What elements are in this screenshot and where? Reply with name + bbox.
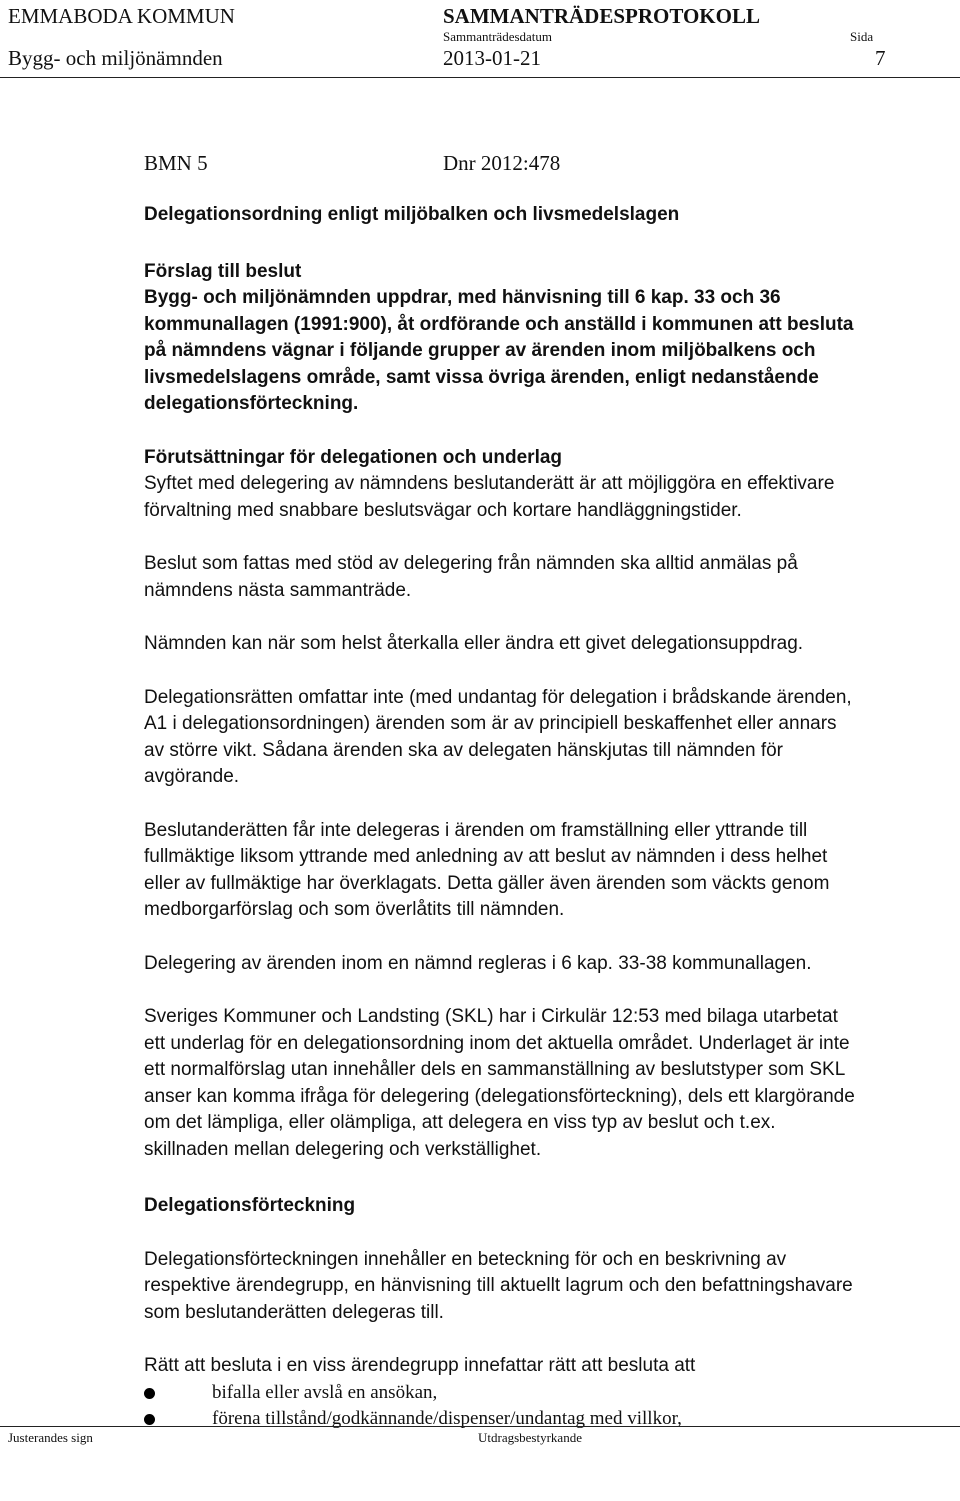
paragraph-line: om det lämpliga, eller olämpliga, att delegera en viss typ av beslut och t.ex.: [144, 1112, 776, 1133]
paragraph-line: av större vikt. Sådana ärenden ska av delegaten hänskjutas till nämnden för: [144, 739, 783, 761]
paragraph-line: Nämnden kan när som helst återkalla eller ändra ett givet delegationsuppdrag.: [144, 633, 804, 654]
case-number: BMN 5: [144, 151, 208, 175]
paragraph-line: eller av fullmäktige har överklagats. Detta gäller även ärenden som väckts genom: [144, 872, 830, 894]
document-type: SAMMANTRÄDESPROTOKOLL: [443, 4, 760, 28]
paragraph-line: anser kan komma ifråga för delegering (delegationsförteckning), dels ett klargörande: [144, 1085, 855, 1107]
paragraph-line: Delegationsrätten omfattar inte (med undantag för delegation i brådskande ärenden,: [144, 686, 852, 708]
page-number: 7: [875, 46, 886, 70]
document-body: [144, 148, 934, 1433]
paragraph-line: medborgarförslag och som överlåtits till nämnden.: [144, 899, 565, 920]
proposal-line: på nämndens vägnar i följande grupper av ärenden inom miljöbalkens och: [144, 340, 816, 361]
paragraph-line: Syftet med delegering av nämndens beslutanderätt är att möjliggöra en effektivare: [144, 473, 835, 494]
proposal-line: kommunallagen (1991:900), åt ordförande och anställd i kommunen att besluta: [144, 313, 854, 335]
proposal-heading: Förslag till beslut: [144, 260, 302, 282]
list-item: [144, 1380, 934, 1407]
paragraph-line: nämndens nästa sammanträde.: [144, 579, 412, 601]
paragraph-line: skillnaden mellan delegering och verkställighet.: [144, 1138, 542, 1160]
paragraph-line: A1 i delegationsordningen) ärenden som är av principiell beskaffenhet eller annars: [144, 713, 837, 734]
conditions-paragraph: [144, 471, 934, 524]
list-item-text: bifalla eller avslå en ansökan,: [212, 1381, 438, 1403]
header-rule: [0, 77, 960, 78]
bullet-icon: [144, 1414, 155, 1425]
paragraph-line: respektive ärendegrupp, en hänvisning till aktuellt lagrum och den befattningshavare: [144, 1275, 853, 1296]
proposal-line: delegationsförteckning.: [144, 393, 359, 414]
paragraph-line: Delegering av ärenden inom en nämnd regleras i 6 kap. 33-38 kommunallagen.: [144, 952, 812, 974]
meeting-date: 2013-01-21: [443, 46, 541, 70]
case-dnr: Dnr 2012:478: [443, 151, 561, 175]
scope-paragraph: [144, 685, 934, 791]
reporting-paragraph: [144, 551, 934, 604]
paragraph-line: ett underlag för en delegationsordning inom det aktuella området. Underlaget är inte: [144, 1032, 850, 1054]
skl-paragraph: [144, 1004, 934, 1163]
proposal-line: Bygg- och miljönämnden uppdrar, med hänvisning till 6 kap. 33 och 36: [144, 287, 781, 308]
restriction-paragraph: [144, 818, 934, 924]
conditions-heading: Förutsättningar för delegationen och underlag: [144, 446, 563, 468]
list-item-text: förena tillstånd/godkännande/dispenser/undantag med villkor,: [212, 1408, 682, 1429]
footer-rule: [0, 1426, 960, 1427]
paragraph-line: avgörande.: [144, 766, 240, 787]
case-title: Delegationsordning enligt miljöbalken och livsmedelslagen: [144, 204, 680, 225]
rights-list: [144, 1380, 934, 1433]
list-item: [144, 1406, 934, 1433]
paragraph-line: förvaltning med snabbare beslutsvägar och kortare handläggningstider.: [144, 499, 742, 521]
committee-name: Bygg- och miljönämnden: [8, 46, 223, 70]
case-row: [144, 148, 934, 178]
page-label: Sida: [850, 29, 874, 44]
paragraph-line: Delegationsförteckningen innehåller en beteckning för och en beskrivning av: [144, 1248, 787, 1270]
bullet-icon: [144, 1388, 155, 1399]
paragraph-line: Sveriges Kommuner och Landsting (SKL) har i Cirkulär 12:53 med bilaga utarbetat: [144, 1006, 838, 1027]
footer-sign-label: Justerandes sign: [8, 1430, 93, 1445]
rights-intro: Rätt att besluta i en viss ärendegrupp innefattar rätt att besluta att: [144, 1355, 696, 1376]
paragraph-line: Beslut som fattas med stöd av delegering från nämnden ska alltid anmälas på: [144, 553, 798, 574]
paragraph-line: fullmäktige liksom yttrande med anledning av att beslut av nämnden i dess helhet: [144, 846, 828, 867]
delegation-list-paragraph: [144, 1247, 934, 1327]
date-label: Sammanträdesdatum: [443, 29, 553, 44]
municipality-name: EMMABODA KOMMUN: [8, 4, 235, 28]
regulation-paragraph: [144, 951, 934, 978]
revoke-paragraph: [144, 631, 934, 658]
proposal-text: [144, 285, 934, 418]
paragraph-line: som beslutanderätten delegeras till.: [144, 1301, 444, 1323]
proposal-line: livsmedelslagens område, samt vissa övriga ärenden, enligt nedanstående: [144, 366, 819, 388]
footer-certification-label: Utdragsbestyrkande: [478, 1430, 582, 1445]
paragraph-line: Beslutanderätten får inte delegeras i ärenden om framställning eller yttrande till: [144, 819, 808, 841]
delegation-list-heading: Delegationsförteckning: [144, 1195, 356, 1216]
paragraph-line: ett normalförslag utan innehåller dels en sammanställning av beslutstyper som SKL: [144, 1059, 846, 1080]
